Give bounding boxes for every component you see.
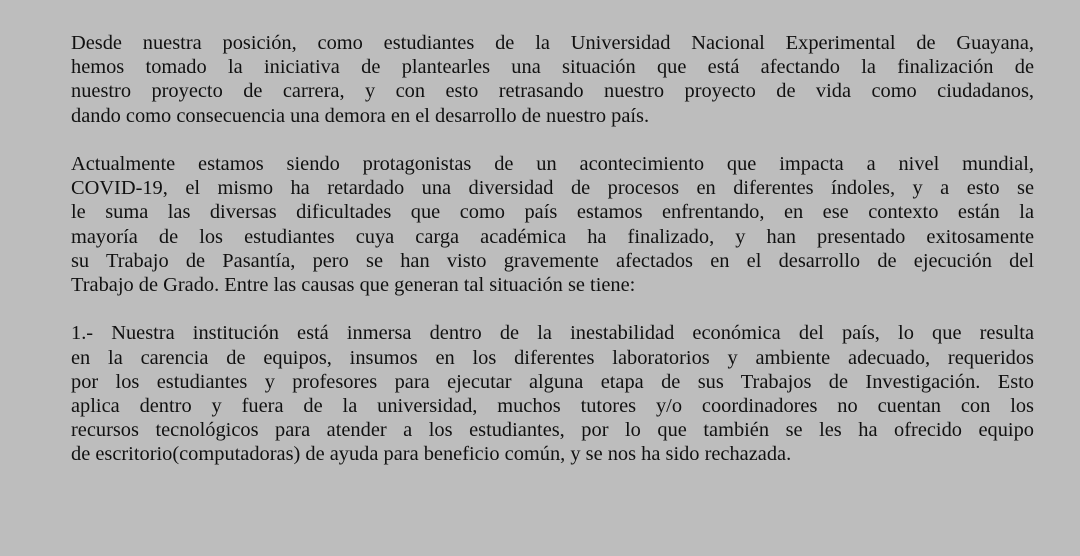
paragraph-cause-1 bbox=[71, 321, 1034, 466]
text-line: 1.- Nuestra institución está inmersa dentro de la inestabilidad económica del país, lo que resulta bbox=[71, 322, 1034, 345]
paragraph-context bbox=[71, 152, 1034, 297]
text-line: Desde nuestra posición, como estudiantes de la Universidad Nacional Experimental de Guayana, bbox=[71, 32, 1034, 54]
text-line: mayoría de los estudiantes cuya carga académica ha finalizado, y han presentado exitosamente bbox=[71, 225, 1034, 248]
text-line: le suma las diversas dificultades que como país estamos enfrentando, en ese contexto están la bbox=[71, 201, 1034, 224]
paragraph-intro bbox=[71, 31, 1034, 128]
text-line: su Trabajo de Pasantía, pero se han visto gravemente afectados en el desarrollo de ejecución del bbox=[71, 249, 1034, 272]
text-line: Actualmente estamos siendo protagonistas de un acontecimiento que impacta a nivel mundial, bbox=[71, 153, 1034, 175]
text-line: hemos tomado la iniciativa de plantearles una situación que está afectando la finalización de bbox=[71, 56, 1034, 79]
text-line: nuestro proyecto de carrera, y con esto retrasando nuestro proyecto de vida como ciudadanos, bbox=[71, 80, 1034, 103]
text-line: aplica dentro y fuera de la universidad, muchos tutores y/o coordinadores no cuentan con los bbox=[71, 395, 1034, 418]
text-line: por los estudiantes y profesores para ejecutar alguna etapa de sus Trabajos de Investigación. Esto bbox=[71, 370, 1034, 393]
text-line: dando como consecuencia una demora en el desarrollo de nuestro país. bbox=[71, 104, 650, 127]
text-line: COVID-19, el mismo ha retardado una diversidad de procesos en diferentes índoles, y a esto se bbox=[71, 177, 1034, 200]
text-line: Trabajo de Grado. Entre las causas que generan tal situación se tiene: bbox=[71, 274, 636, 297]
text-line: recursos tecnológicos para atender a los estudiantes, por lo que también se les ha ofrecido equipo bbox=[71, 419, 1034, 442]
text-line: de escritorio(computadoras) de ayuda para beneficio común, y se nos ha sido rechazada. bbox=[71, 443, 792, 466]
text-line: en la carencia de equipos, insumos en los diferentes laboratorios y ambiente adecuado, requeridos bbox=[71, 346, 1034, 369]
